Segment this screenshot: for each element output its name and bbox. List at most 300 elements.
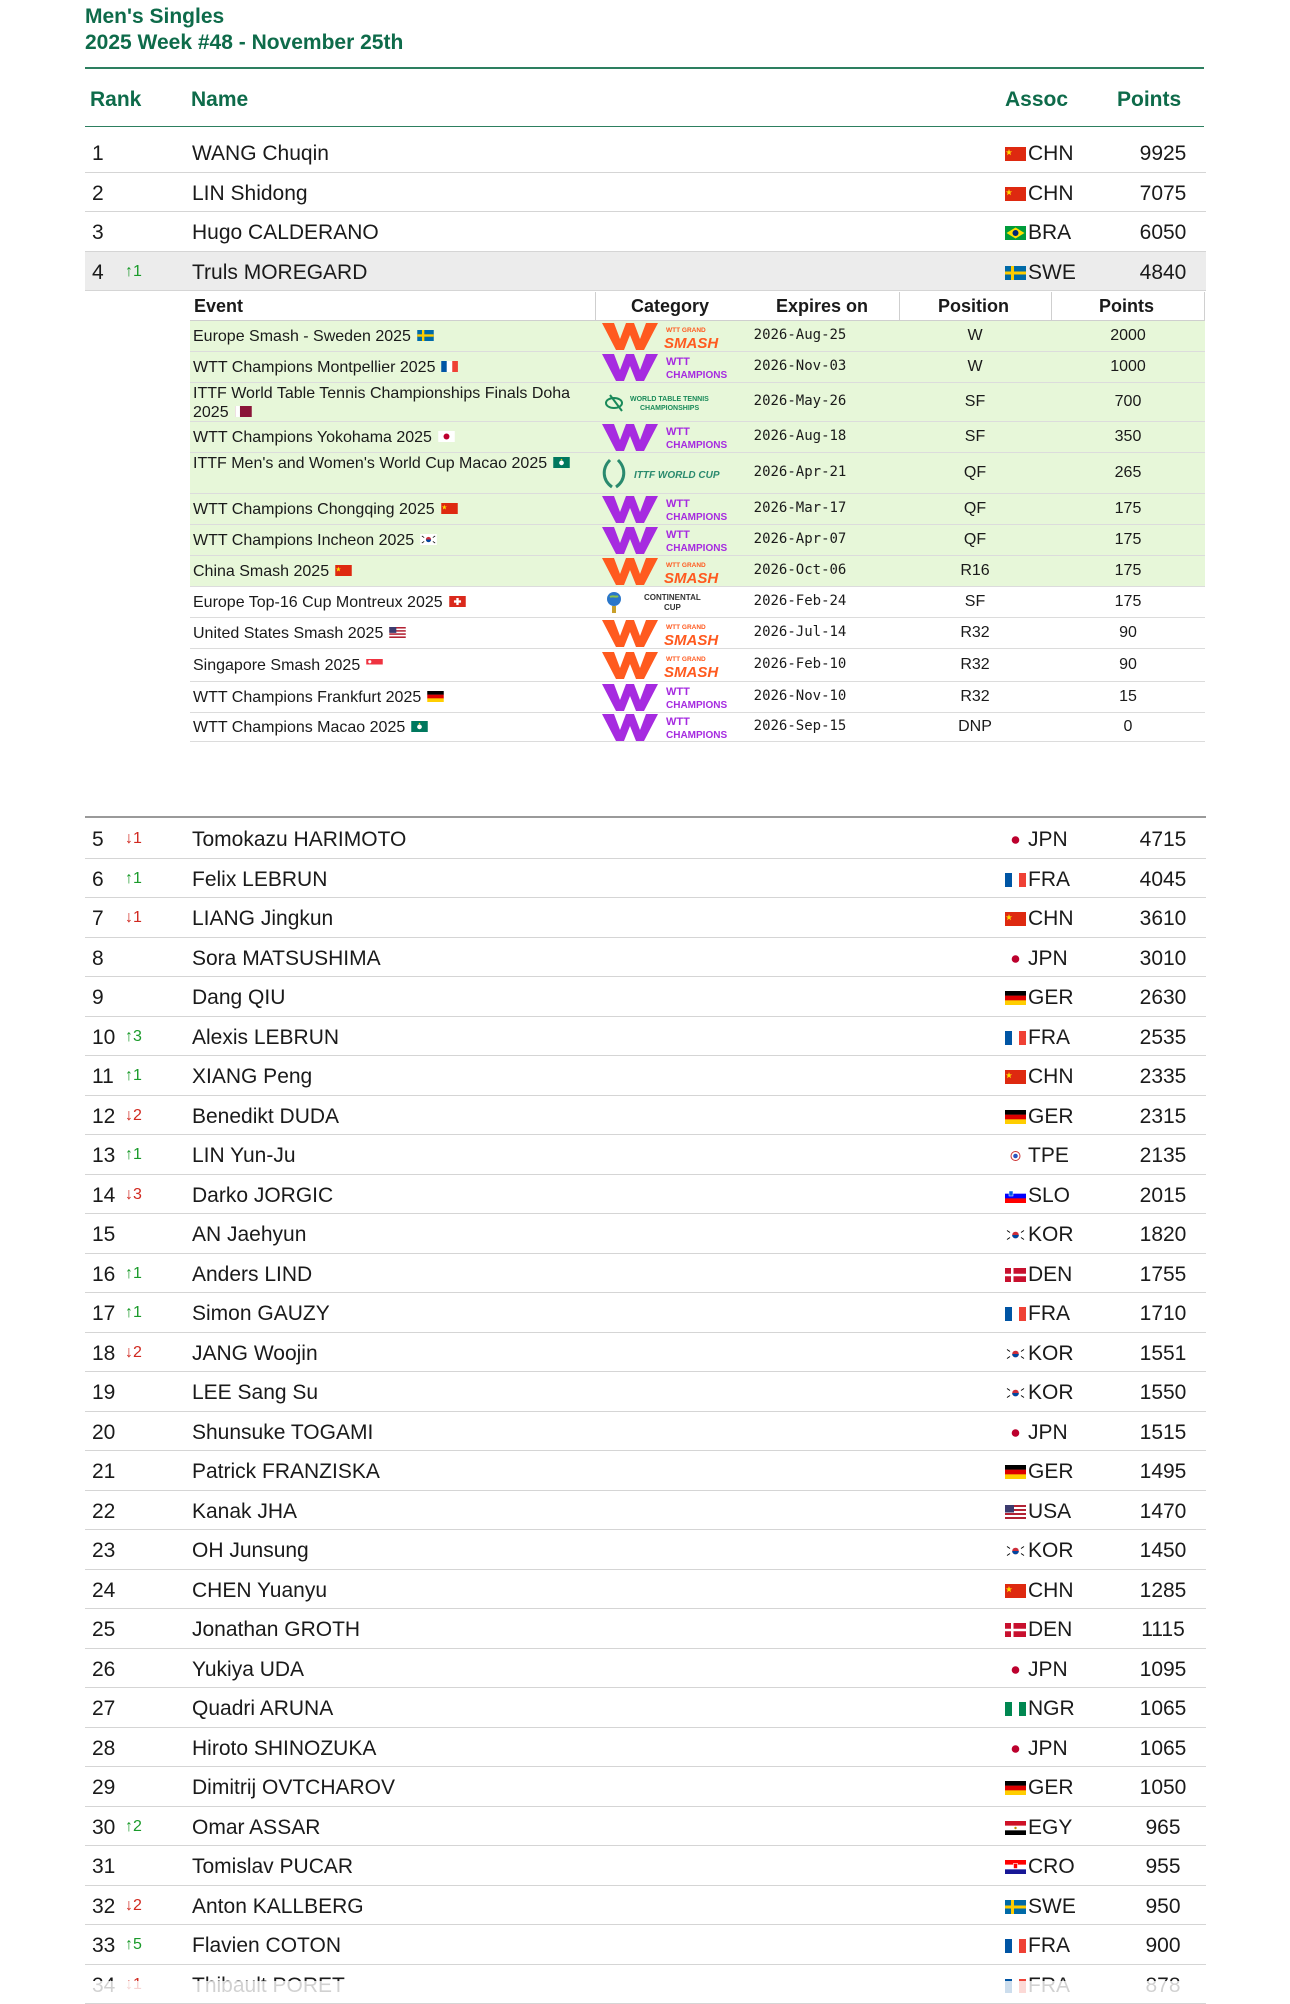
position-cell: SF	[900, 393, 1050, 411]
rank-change-indicator: ↓1	[125, 830, 142, 848]
association-code: CHN	[1028, 142, 1074, 165]
event-flag-icon	[441, 358, 458, 369]
points-cell: 2315	[1118, 1105, 1208, 1129]
association-cell	[1005, 1223, 1074, 1247]
association-code: BRA	[1028, 221, 1071, 244]
event-name: WTT Champions Frankfurt 2025	[193, 689, 421, 706]
breakdown-col-expires: Expires on	[776, 296, 868, 317]
col-header-points[interactable]: Points	[1117, 86, 1181, 114]
player-name[interactable]: Darko JORGIC	[192, 1184, 333, 1208]
expires-cell: 2026-Feb-10	[710, 656, 890, 672]
points-cell: 7075	[1118, 182, 1208, 206]
country-flag-icon	[1005, 1343, 1026, 1357]
association-cell	[1005, 947, 1068, 971]
position-cell: W	[900, 358, 1050, 376]
player-name[interactable]: LEE Sang Su	[192, 1381, 318, 1405]
svg-text:CONTINENTAL: CONTINENTAL	[644, 593, 701, 602]
player-name[interactable]: OH Junsung	[192, 1539, 309, 1563]
ranking-row[interactable]	[85, 1412, 1206, 1452]
association-cell	[1005, 182, 1074, 206]
breakdown-col-divider	[595, 292, 596, 320]
event-name: Europe Top-16 Cup Montreux 2025	[193, 594, 443, 611]
breakdown-col-position: Position	[938, 296, 1009, 317]
points-cell: 3010	[1118, 947, 1208, 971]
breakdown-row	[190, 713, 1205, 742]
event-cell[interactable]	[193, 688, 593, 707]
association-cell	[1005, 1539, 1074, 1563]
page-subtitle: 2025 Week #48 - November 25th	[85, 30, 403, 56]
player-name[interactable]: LIANG Jingkun	[192, 907, 333, 931]
rank-cell: 19	[92, 1381, 115, 1405]
rank-cell: 8	[92, 947, 104, 971]
svg-text:WTT GRAND: WTT GRAND	[666, 327, 706, 334]
breakdown-row	[190, 525, 1205, 556]
association-cell	[1005, 1895, 1076, 1919]
player-name[interactable]: Jonathan GROTH	[192, 1618, 360, 1642]
association-code: EGY	[1028, 1816, 1072, 1839]
association-cell	[1005, 1460, 1074, 1484]
event-name: WTT Champions Chongqing 2025	[193, 501, 435, 518]
svg-text:SMASH: SMASH	[664, 335, 719, 352]
player-name[interactable]: Anton KALLBERG	[192, 1895, 364, 1919]
ranking-row[interactable]	[85, 173, 1206, 213]
ranking-row[interactable]	[85, 1451, 1206, 1491]
rank-cell: 20	[92, 1421, 115, 1445]
country-flag-icon	[1005, 829, 1026, 843]
header-divider	[85, 67, 1204, 69]
breakdown-bottom-divider	[85, 816, 1206, 818]
breakdown-row	[190, 618, 1205, 649]
expires-cell: 2026-Nov-03	[710, 358, 890, 374]
player-name[interactable]: Hiroto SHINOZUKA	[192, 1737, 376, 1761]
ranking-row[interactable]	[85, 1017, 1206, 1057]
country-flag-icon	[1005, 869, 1026, 883]
event-cell[interactable]	[193, 327, 593, 346]
rank-cell: 28	[92, 1737, 115, 1761]
points-cell: 1470	[1118, 1500, 1208, 1524]
breakdown-col-category: Category	[631, 296, 709, 317]
association-cell	[1005, 828, 1068, 852]
association-code: FRA	[1028, 1026, 1070, 1049]
event-cell[interactable]	[193, 358, 593, 377]
col-header-rank[interactable]: Rank	[90, 86, 141, 114]
player-name[interactable]: Quadri ARUNA	[192, 1697, 333, 1721]
breakdown-row	[190, 494, 1205, 525]
association-code: CHN	[1028, 182, 1074, 205]
col-header-name[interactable]: Name	[191, 86, 248, 114]
country-flag-icon	[1005, 1698, 1026, 1712]
rank-change-indicator: ↓3	[125, 1186, 142, 1204]
event-points-cell: 175	[1052, 500, 1204, 518]
association-code: JPN	[1028, 1421, 1068, 1444]
player-name[interactable]: CHEN Yuanyu	[192, 1579, 327, 1603]
association-code: DEN	[1028, 1263, 1072, 1286]
player-name[interactable]: Patrick FRANZISKA	[192, 1460, 380, 1484]
ranking-row[interactable]	[85, 133, 1206, 173]
breakdown-row	[190, 352, 1205, 383]
country-flag-icon	[1005, 1659, 1026, 1673]
svg-text:WTT: WTT	[666, 716, 690, 728]
ranking-row[interactable]	[85, 1649, 1206, 1689]
points-cell: 6050	[1118, 221, 1208, 245]
event-cell[interactable]	[193, 593, 593, 612]
expires-cell: 2026-Sep-15	[710, 718, 890, 734]
player-name[interactable]: XIANG Peng	[192, 1065, 312, 1089]
country-flag-icon	[1005, 908, 1026, 922]
rank-cell: 32	[92, 1895, 115, 1919]
svg-text:CHAMPIONSHIPS: CHAMPIONSHIPS	[640, 405, 699, 412]
rank-cell: 11	[92, 1065, 114, 1089]
association-code: JPN	[1028, 828, 1068, 851]
country-flag-icon	[1005, 1738, 1026, 1752]
position-cell: SF	[900, 593, 1050, 611]
expires-cell: 2026-Mar-17	[710, 500, 890, 516]
rank-cell: 24	[92, 1579, 115, 1603]
country-flag-icon	[1005, 948, 1026, 962]
svg-text:WORLD TABLE TENNIS: WORLD TABLE TENNIS	[630, 396, 709, 403]
association-cell	[1005, 1144, 1069, 1168]
expires-cell: 2026-Apr-21	[710, 464, 890, 480]
ranking-row[interactable]	[85, 1886, 1206, 1926]
association-cell	[1005, 1381, 1074, 1405]
player-name[interactable]: LIN Yun-Ju	[192, 1144, 296, 1168]
ranking-row[interactable]	[85, 1609, 1206, 1649]
ranking-row[interactable]	[85, 1056, 1206, 1096]
player-name[interactable]: Dang QIU	[192, 986, 285, 1010]
event-flag-icon	[235, 403, 252, 414]
association-cell	[1005, 261, 1076, 285]
event-cell[interactable]	[193, 384, 593, 422]
rank-change-indicator: ↑5	[125, 1936, 142, 1954]
points-cell: 4045	[1118, 868, 1208, 892]
rank-cell: 33	[92, 1934, 115, 1958]
country-flag-icon	[1005, 262, 1026, 276]
player-name[interactable]: Flavien COTON	[192, 1934, 341, 1958]
points-cell: 965	[1118, 1816, 1208, 1840]
event-points-cell: 0	[1052, 718, 1204, 736]
association-code: GER	[1028, 986, 1074, 1009]
country-flag-icon	[1005, 1303, 1026, 1317]
association-code: SLO	[1028, 1184, 1070, 1207]
association-cell	[1005, 1934, 1070, 1958]
player-name[interactable]: Sora MATSUSHIMA	[192, 947, 381, 971]
ranking-row[interactable]	[85, 859, 1206, 899]
points-cell: 1820	[1118, 1223, 1208, 1247]
event-flag-icon	[441, 500, 458, 511]
ranking-row[interactable]	[85, 938, 1206, 978]
rank-cell: 17	[92, 1302, 115, 1326]
association-code: JPN	[1028, 1737, 1068, 1760]
country-flag-icon	[1005, 1264, 1026, 1278]
ranking-row[interactable]	[85, 819, 1206, 859]
association-cell	[1005, 1579, 1074, 1603]
country-flag-icon	[1005, 1382, 1026, 1396]
rank-change-indicator: ↑1	[125, 1304, 142, 1322]
breakdown-header	[190, 292, 1205, 321]
player-name[interactable]: Tomislav PUCAR	[192, 1855, 353, 1879]
rank-cell: 7	[92, 907, 104, 931]
event-name: ITTF Men's and Women's World Cup Macao 2025	[193, 455, 547, 472]
expires-cell: 2026-Oct-06	[710, 562, 890, 578]
player-name[interactable]: Anders LIND	[192, 1263, 312, 1287]
event-cell[interactable]	[193, 624, 593, 643]
ranking-row[interactable]	[85, 1293, 1206, 1333]
col-header-assoc[interactable]: Assoc	[1005, 86, 1068, 114]
association-cell	[1005, 1618, 1072, 1642]
ranking-row[interactable]	[85, 1767, 1206, 1807]
points-cell: 9925	[1118, 142, 1208, 166]
ranking-row[interactable]	[85, 252, 1206, 292]
event-flag-icon	[389, 624, 406, 635]
page-header	[85, 4, 403, 56]
country-flag-icon	[1005, 1580, 1026, 1594]
association-cell	[1005, 1500, 1071, 1524]
event-cell[interactable]	[193, 454, 593, 473]
rank-cell: 3	[92, 221, 104, 245]
position-cell: SF	[900, 428, 1050, 446]
event-points-cell: 15	[1052, 688, 1204, 706]
rank-change-indicator: ↑2	[125, 1818, 142, 1836]
association-code: KOR	[1028, 1539, 1074, 1562]
association-cell	[1005, 1697, 1075, 1721]
ranking-row[interactable]	[85, 1214, 1206, 1254]
event-flag-icon	[438, 428, 455, 439]
association-code: FRA	[1028, 1302, 1070, 1325]
points-cell: 1495	[1118, 1460, 1208, 1484]
association-code: CHN	[1028, 907, 1074, 930]
rank-cell: 2	[92, 182, 104, 206]
rank-cell: 31	[92, 1855, 115, 1879]
ranking-row[interactable]	[85, 977, 1206, 1017]
event-name: ITTF World Table Tennis Championships Finals Doha 2025	[193, 385, 570, 421]
country-flag-icon	[1005, 1777, 1026, 1791]
rank-cell: 27	[92, 1697, 115, 1721]
event-cell[interactable]	[193, 562, 593, 581]
rank-cell: 4	[92, 261, 104, 285]
rank-cell: 18	[92, 1342, 115, 1366]
rank-change-indicator: ↑3	[125, 1028, 142, 1046]
association-cell	[1005, 1342, 1074, 1366]
ranking-row[interactable]	[85, 1135, 1206, 1175]
svg-text:CUP: CUP	[664, 603, 682, 612]
player-name[interactable]: Tomokazu HARIMOTO	[192, 828, 406, 852]
association-cell	[1005, 1263, 1072, 1287]
country-flag-icon	[1005, 1185, 1026, 1199]
player-name[interactable]: Yukiya UDA	[192, 1658, 304, 1682]
association-cell	[1005, 1026, 1070, 1050]
position-cell: DNP	[900, 718, 1050, 736]
rank-cell: 25	[92, 1618, 115, 1642]
rank-cell: 23	[92, 1539, 115, 1563]
position-cell: QF	[900, 464, 1050, 482]
points-cell: 1551	[1118, 1342, 1208, 1366]
scroll-fade-overlay	[0, 1981, 1290, 1996]
rank-cell: 1	[92, 142, 104, 166]
breakdown-col-event: Event	[194, 296, 243, 317]
ranking-row[interactable]	[85, 1175, 1206, 1215]
svg-text:CHAMPIONS: CHAMPIONS	[666, 730, 727, 741]
event-name: WTT Champions Yokohama 2025	[193, 429, 432, 446]
breakdown-row	[190, 556, 1205, 587]
breakdown-row	[190, 649, 1205, 682]
event-flag-icon	[335, 562, 352, 573]
player-name[interactable]: Alexis LEBRUN	[192, 1026, 339, 1050]
country-flag-icon	[1005, 1896, 1026, 1910]
rank-change-indicator: ↑1	[125, 1146, 142, 1164]
expires-cell: 2026-May-26	[710, 393, 890, 409]
rank-cell: 26	[92, 1658, 115, 1682]
points-cell: 1050	[1118, 1776, 1208, 1800]
svg-text:SMASH: SMASH	[664, 664, 719, 681]
breakdown-col-points: Points	[1099, 296, 1154, 317]
association-cell	[1005, 907, 1074, 931]
player-name[interactable]: Kanak JHA	[192, 1500, 297, 1524]
rank-cell: 14	[92, 1184, 115, 1208]
association-code: USA	[1028, 1500, 1071, 1523]
points-cell: 1550	[1118, 1381, 1208, 1405]
points-cell: 950	[1118, 1895, 1208, 1919]
points-cell: 1515	[1118, 1421, 1208, 1445]
rank-change-indicator: ↓1	[125, 909, 142, 927]
ranking-row[interactable]	[85, 1372, 1206, 1412]
rank-change-indicator: ↓2	[125, 1107, 142, 1125]
association-cell	[1005, 1737, 1068, 1761]
breakdown-row	[190, 321, 1205, 352]
breakdown-row	[190, 422, 1205, 453]
country-flag-icon	[1005, 1856, 1026, 1870]
rank-cell: 5	[92, 828, 104, 852]
country-flag-icon	[1005, 987, 1026, 1001]
player-name[interactable]: WANG Chuqin	[192, 142, 329, 166]
points-cell: 4840	[1118, 261, 1208, 285]
ranking-row[interactable]	[85, 1807, 1206, 1847]
rank-cell: 9	[92, 986, 104, 1010]
ranking-row[interactable]	[85, 1570, 1206, 1610]
player-name[interactable]: LIN Shidong	[192, 182, 308, 206]
player-name[interactable]: Benedikt DUDA	[192, 1105, 339, 1129]
ranking-row[interactable]	[85, 1254, 1206, 1294]
svg-text:WTT: WTT	[666, 686, 690, 698]
association-code: KOR	[1028, 1342, 1074, 1365]
rank-change-indicator: ↑1	[125, 870, 142, 888]
player-name[interactable]: Dimitrij OVTCHAROV	[192, 1776, 395, 1800]
breakdown-col-divider	[899, 292, 900, 320]
ranking-row[interactable]	[85, 212, 1206, 252]
country-flag-icon	[1005, 1066, 1026, 1080]
player-name[interactable]: Truls MOREGARD	[192, 261, 367, 285]
svg-text:WTT: WTT	[666, 529, 690, 541]
event-points-cell: 175	[1052, 593, 1204, 611]
svg-text:SMASH: SMASH	[664, 632, 719, 649]
position-cell: R16	[900, 562, 1050, 580]
ranking-row[interactable]	[85, 1530, 1206, 1570]
association-code: GER	[1028, 1776, 1074, 1799]
event-points-cell: 700	[1052, 393, 1204, 411]
event-cell[interactable]	[193, 531, 593, 550]
country-flag-icon	[1005, 1817, 1026, 1831]
breakdown-rows	[190, 321, 1205, 742]
country-flag-icon	[1005, 1461, 1026, 1475]
points-cell: 1755	[1118, 1263, 1208, 1287]
player-name[interactable]: Hugo CALDERANO	[192, 221, 379, 245]
country-flag-icon	[1005, 1224, 1026, 1238]
player-name[interactable]: Simon GAUZY	[192, 1302, 330, 1326]
player-name[interactable]: Omar ASSAR	[192, 1816, 320, 1840]
association-code: CHN	[1028, 1579, 1074, 1602]
svg-text:ITTF WORLD CUP: ITTF WORLD CUP	[634, 470, 720, 481]
event-points-cell: 1000	[1052, 358, 1204, 376]
event-points-cell: 90	[1052, 624, 1204, 642]
ranking-row[interactable]	[85, 1728, 1206, 1768]
country-flag-icon	[1005, 1145, 1026, 1159]
country-flag-icon	[1005, 183, 1026, 197]
country-flag-icon	[1005, 1106, 1026, 1120]
svg-text:CHAMPIONS: CHAMPIONS	[666, 543, 727, 554]
player-name[interactable]: Shunsuke TOGAMI	[192, 1421, 373, 1445]
ranking-row[interactable]	[85, 898, 1206, 938]
breakdown-row	[190, 383, 1205, 422]
expires-cell: 2026-Aug-25	[710, 327, 890, 343]
event-cell[interactable]	[193, 718, 593, 737]
points-cell: 2630	[1118, 986, 1208, 1010]
event-points-cell: 2000	[1052, 327, 1204, 345]
rank-change-indicator: ↓2	[125, 1344, 142, 1362]
association-code: JPN	[1028, 947, 1068, 970]
ranking-row[interactable]	[85, 1096, 1206, 1136]
ranking-row[interactable]	[85, 1925, 1206, 1965]
event-cell[interactable]	[193, 428, 593, 447]
position-cell: R32	[900, 656, 1050, 674]
points-cell: 1285	[1118, 1579, 1208, 1603]
event-name: United States Smash 2025	[193, 625, 383, 642]
association-cell	[1005, 986, 1074, 1010]
event-flag-icon	[411, 718, 428, 729]
svg-text:CHAMPIONS: CHAMPIONS	[666, 512, 727, 523]
player-points-breakdown	[190, 292, 1205, 742]
expires-cell: 2026-Apr-07	[710, 531, 890, 547]
association-code: NGR	[1028, 1697, 1075, 1720]
event-cell[interactable]	[193, 656, 593, 675]
rank-change-indicator: ↓2	[125, 1897, 142, 1915]
event-points-cell: 175	[1052, 531, 1204, 549]
rank-cell: 30	[92, 1816, 115, 1840]
ranking-row[interactable]	[85, 1846, 1206, 1886]
rank-change-indicator: ↑1	[125, 1265, 142, 1283]
event-cell[interactable]	[193, 500, 593, 519]
event-flag-icon	[449, 593, 466, 604]
ranking-row[interactable]	[85, 1688, 1206, 1728]
country-flag-icon	[1005, 1422, 1026, 1436]
svg-text:WTT: WTT	[666, 498, 690, 510]
page-title: Men's Singles	[85, 4, 403, 30]
player-name[interactable]: Felix LEBRUN	[192, 868, 327, 892]
position-cell: QF	[900, 500, 1050, 518]
expires-cell: 2026-Nov-10	[710, 688, 890, 704]
event-flag-icon	[366, 656, 383, 667]
position-cell: W	[900, 327, 1050, 345]
player-name[interactable]: JANG Woojin	[192, 1342, 318, 1366]
position-cell: QF	[900, 531, 1050, 549]
player-name[interactable]: AN Jaehyun	[192, 1223, 306, 1247]
svg-text:WTT GRAND: WTT GRAND	[666, 562, 706, 569]
ranking-row[interactable]	[85, 1491, 1206, 1531]
country-flag-icon	[1005, 1501, 1026, 1515]
rank-change-indicator: ↑1	[125, 263, 142, 281]
ranking-row[interactable]	[85, 1333, 1206, 1373]
event-name: China Smash 2025	[193, 563, 329, 580]
ranking-table-bottom	[85, 819, 1206, 2004]
association-cell	[1005, 868, 1070, 892]
